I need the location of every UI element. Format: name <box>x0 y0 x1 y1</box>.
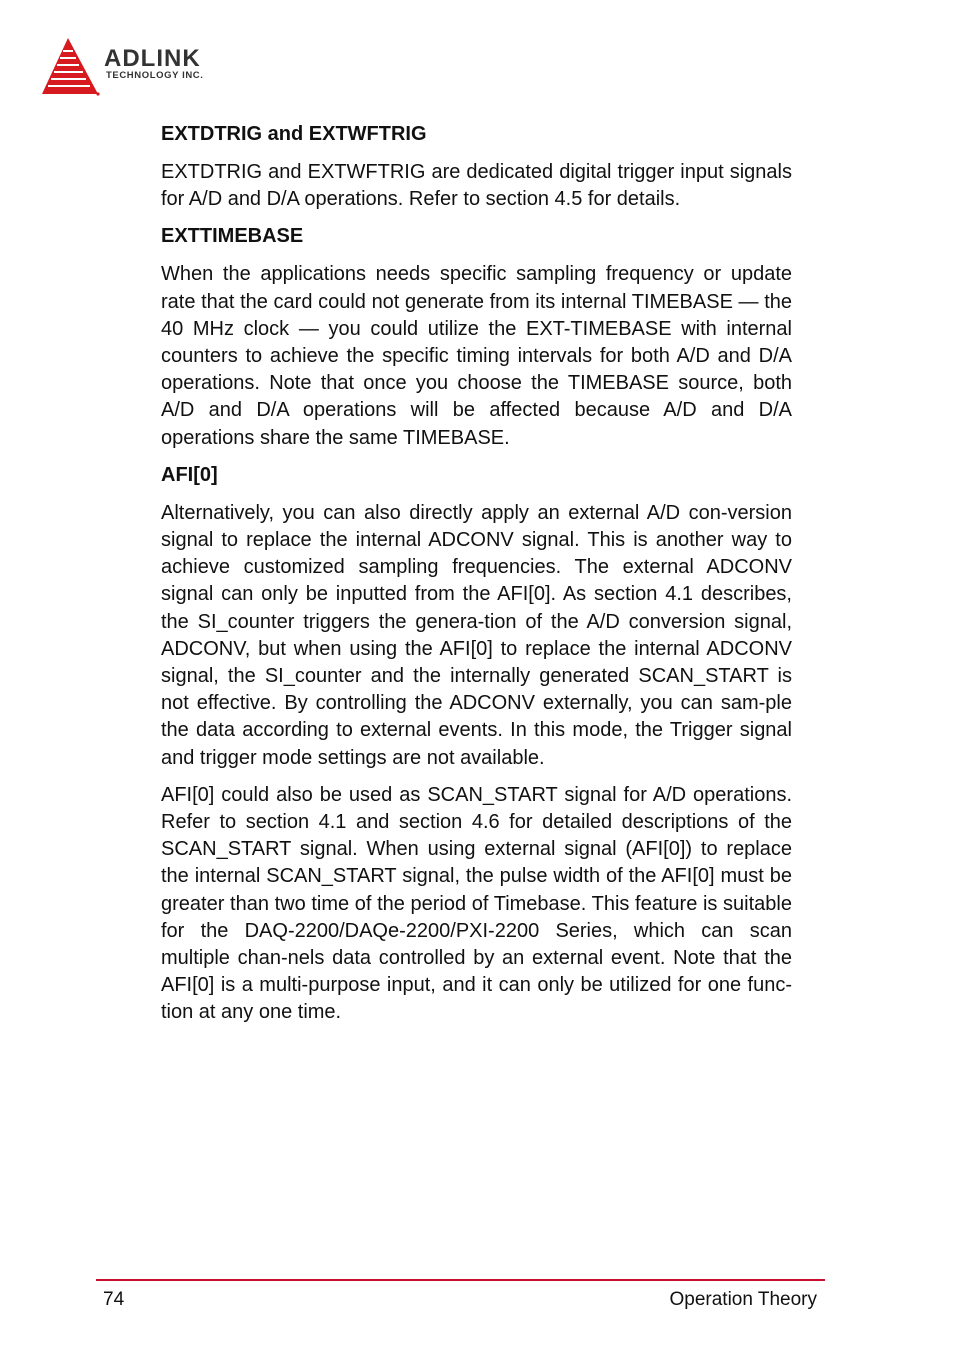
footer-rule <box>96 1279 825 1281</box>
section-heading: EXTDTRIG and EXTWFTRIG <box>161 123 427 145</box>
logo-tagline: TECHNOLOGY INC. <box>106 70 204 81</box>
section-heading: EXTTIMEBASE <box>161 225 304 248</box>
paragraph: AFI[0] could also be used as SCAN_START signal for A/D operations. Refer to section 4.1 and section 4.6 for detailed descriptions of the SCAN_START signal. When using external signal (AFI[0]) to replace the internal SCAN_START signal, the pulse width of the AFI[0] must be greater than two time of the period of Timebase. This feature is suitable for the DAQ-2200/DAQe-2200/PXI-2200 Series, which can scan multiple chan-nels data controlled by an external event. Note that the AFI[0] is a multi-purpose input, and it can only be utilized for one func-tion at any one time. <box>161 783 792 1024</box>
main-content <box>161 121 792 1037</box>
footer-section-title: Operation Theory <box>669 1289 817 1310</box>
section-afi0 <box>161 462 792 1027</box>
company-logo <box>40 36 240 98</box>
paragraph: When the applications needs specific sampling frequency or update rate that the card could not generate from its internal TIMEBASE — the 40 MHz clock — you could utilize the EXT-TIMEBASE with internal counters to achieve the specific timing intervals for both A/D and D/A operations. Note that once you choose the TIMEBASE source, both A/D and D/A operations will be affected because A/D and D/A operations share the same TIMEBASE. <box>161 263 792 449</box>
section-exttimebase <box>161 223 792 451</box>
page-number: 74 <box>103 1289 125 1310</box>
paragraph: EXTDTRIG and EXTWFTRIG are dedicated digital trigger input signals for A/D and D/A operations. Refer to section 4.5 for details. <box>161 161 792 211</box>
logo-wordmark: ADLINK <box>104 45 201 72</box>
section-heading: AFI[0] <box>161 463 218 486</box>
section-extdtrig <box>161 121 792 213</box>
paragraph: Alternatively, you can also directly apply an external A/D con-version signal to replace the internal ADCONV signal. This is another way to achieve customized sampling frequencies. The external ADCONV signal can only be inputted from the AFI[0]. As section 4.1 describes, the SI_counter triggers the genera-tion of the A/D conversion signal, ADCONV, but when using the AFI[0] to replace the internal ADCONV signal, the SI_counter and the internally generated SCAN_START is not effective. By controlling the ADCONV externally, you can sam-ple the data according to external events. In this mode, the Trigger signal and trigger mode settings are not available. <box>161 501 792 769</box>
adlink-triangle-icon <box>40 36 104 98</box>
